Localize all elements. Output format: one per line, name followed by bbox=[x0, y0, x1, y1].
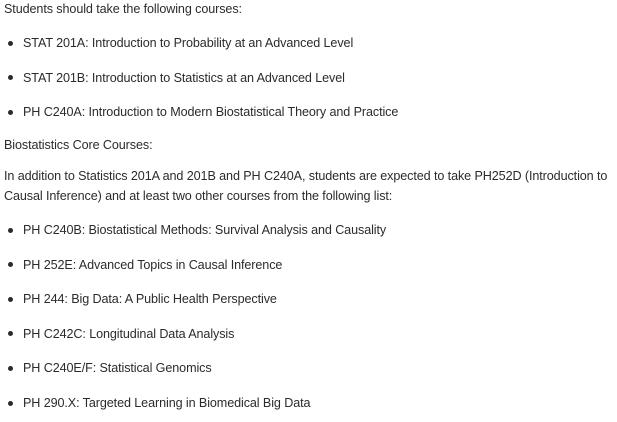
list-item bbox=[4, 351, 613, 386]
required-course-list bbox=[4, 26, 613, 130]
list-item bbox=[4, 282, 613, 317]
list-item bbox=[4, 95, 613, 130]
course-title: PH 252E: Advanced Topics in Causal Inference bbox=[23, 257, 283, 272]
course-title: PH 244: Big Data: A Public Health Perspective bbox=[23, 292, 277, 307]
bullet-icon bbox=[8, 297, 13, 302]
list-item bbox=[4, 26, 613, 61]
elective-course-list bbox=[4, 213, 613, 421]
bullet-icon bbox=[8, 75, 13, 80]
list-item bbox=[4, 213, 613, 248]
intro-text: Students should take the following courses: bbox=[4, 2, 242, 16]
bullet-icon bbox=[8, 366, 13, 371]
list-item bbox=[4, 386, 613, 421]
core-courses-heading: Biostatistics Core Courses: bbox=[4, 137, 153, 152]
bullet-icon bbox=[8, 262, 13, 267]
course-title: PH C240A: Introduction to Modern Biostatistical Theory and Practice bbox=[23, 105, 399, 120]
bullet-icon bbox=[8, 41, 13, 46]
course-title: PH C242C: Longitudinal Data Analysis bbox=[23, 326, 235, 341]
core-courses-description: In addition to Statistics 201A and 201B and PH C240A, students are expected to take PH252D (Introduction to Causal Inference) and at least two other courses from the following list: bbox=[4, 168, 608, 203]
bullet-icon bbox=[8, 110, 13, 115]
list-item bbox=[4, 317, 613, 352]
list-item bbox=[4, 61, 613, 96]
course-title: PH 290.X: Targeted Learning in Biomedical Big Data bbox=[23, 396, 311, 411]
bullet-icon bbox=[8, 228, 13, 233]
course-title: STAT 201A: Introduction to Probability at an Advanced Level bbox=[23, 36, 354, 51]
course-title: STAT 201B: Introduction to Statistics at an Advanced Level bbox=[23, 70, 345, 85]
bullet-icon bbox=[8, 331, 13, 336]
bullet-icon bbox=[8, 401, 13, 406]
list-item bbox=[4, 247, 613, 282]
course-title: PH C240B: Biostatistical Methods: Survival Analysis and Causality bbox=[23, 223, 387, 238]
course-title: PH C240E/F: Statistical Genomics bbox=[23, 361, 212, 376]
